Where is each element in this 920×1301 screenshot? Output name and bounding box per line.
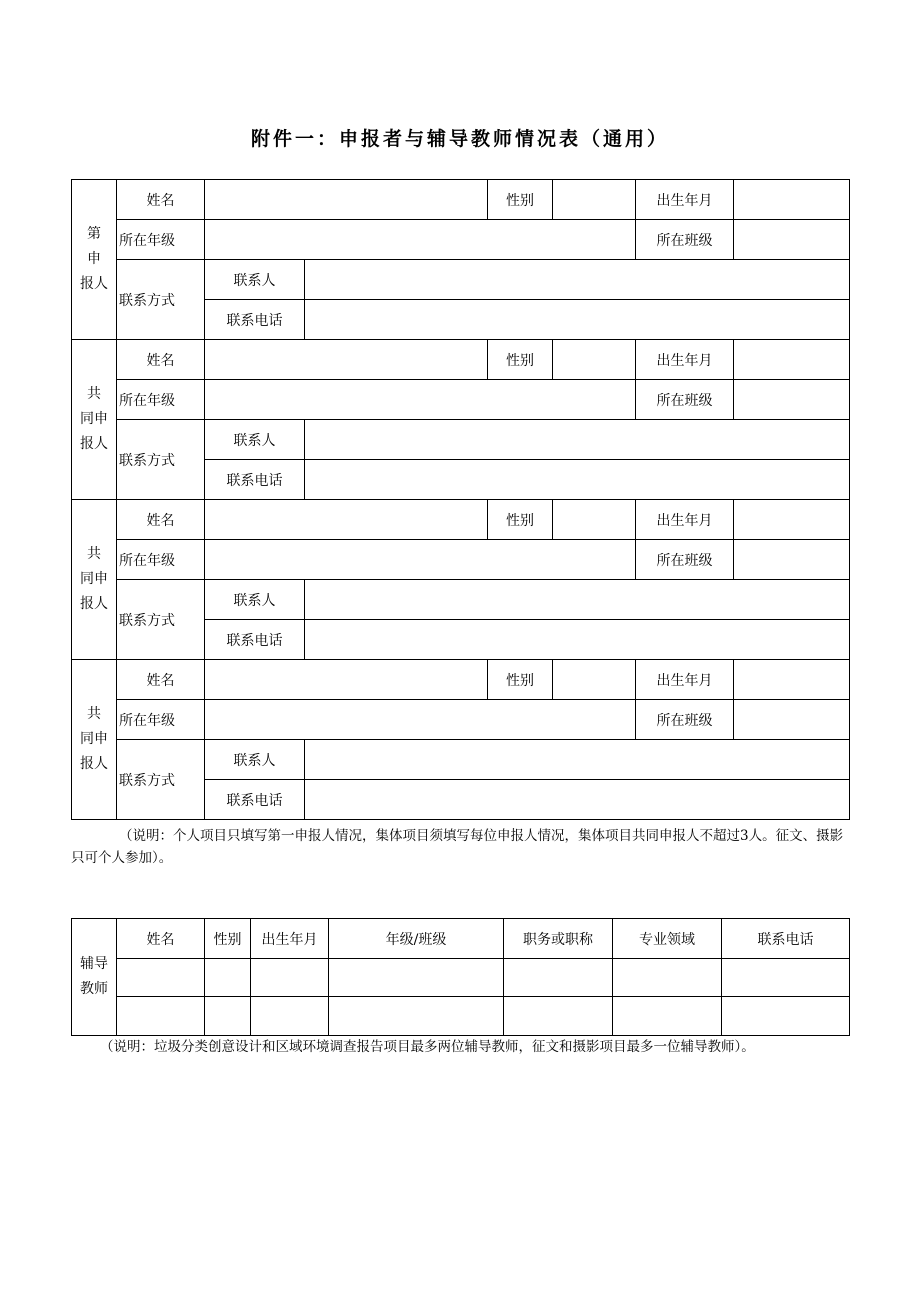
gender-label: 性别 [488,340,553,380]
applicant-note: （说明：个人项目只填写第一申报人情况，集体项目须填写每位申报人情况，集体项目共同申报人不超过3人。征文、摄影只可个人参加）。 [71,828,844,866]
applicant-row-contact-person [72,740,850,780]
name-label: 姓名 [117,500,205,540]
grade-label: 所在年级 [117,380,205,420]
contact-phone-label: 联系电话 [205,300,305,340]
tutor-grade-class-field[interactable] [329,997,504,1036]
gender-label: 性别 [488,660,553,700]
contact-phone-field[interactable] [305,300,850,340]
applicant-row-basic [72,340,850,380]
class-field[interactable] [734,700,850,740]
tutor-gender-field[interactable] [205,959,251,997]
gender-label: 性别 [488,500,553,540]
gender-label: 性别 [488,180,553,220]
tutor-name-field[interactable] [117,997,205,1036]
gender-field[interactable] [553,500,636,540]
name-field[interactable] [205,340,488,380]
birth-label: 出生年月 [636,660,734,700]
contact-person-field[interactable] [305,420,850,460]
grade-field[interactable] [205,540,636,580]
birth-label: 出生年月 [636,500,734,540]
contact-person-field[interactable] [305,260,850,300]
class-label: 所在班级 [636,220,734,260]
birth-field[interactable] [734,180,850,220]
birth-label: 出生年月 [636,180,734,220]
applicant-row-basic [72,660,850,700]
name-field[interactable] [205,180,488,220]
applicant-side-label: 共 同申 报人 [72,660,117,820]
tutor-header-row [72,919,850,959]
applicant-row-grade [72,380,850,420]
contact-phone-field[interactable] [305,620,850,660]
contact-person-label: 联系人 [205,420,305,460]
tutor-note: （说明：垃圾分类创意设计和区域环境调查报告项目最多两位辅导教师，征文和摄影项目最多一位辅导教师）。 [100,1039,755,1055]
grade-label: 所在年级 [117,700,205,740]
contact-method-label: 联系方式 [117,260,205,340]
applicant-row-contact-person [72,420,850,460]
contact-person-field[interactable] [305,740,850,780]
contact-person-label: 联系人 [205,580,305,620]
contact-phone-field[interactable] [305,780,850,820]
contact-person-label: 联系人 [205,260,305,300]
tutor-header-grade-class: 年级/班级 [329,919,504,959]
grade-label: 所在年级 [117,540,205,580]
tutor-row [72,959,850,997]
class-label: 所在班级 [636,380,734,420]
tutor-birth-field[interactable] [251,959,329,997]
tutor-header-title: 职务或职称 [504,919,613,959]
contact-method-label: 联系方式 [117,580,205,660]
class-label: 所在班级 [636,700,734,740]
grade-field[interactable] [205,380,636,420]
applicant-table [71,179,850,820]
name-field[interactable] [205,660,488,700]
grade-field[interactable] [205,220,636,260]
tutor-header-birth: 出生年月 [251,919,329,959]
name-label: 姓名 [117,180,205,220]
birth-field[interactable] [734,660,850,700]
name-label: 姓名 [117,660,205,700]
name-field[interactable] [205,500,488,540]
grade-label: 所在年级 [117,220,205,260]
tutor-field-field[interactable] [613,997,722,1036]
tutor-birth-field[interactable] [251,997,329,1036]
contact-phone-label: 联系电话 [205,620,305,660]
gender-field[interactable] [553,180,636,220]
tutor-table [71,918,850,1036]
tutor-grade-class-field[interactable] [329,959,504,997]
contact-person-label: 联系人 [205,740,305,780]
tutor-header-gender: 性别 [205,919,251,959]
class-field[interactable] [734,220,850,260]
gender-field[interactable] [553,340,636,380]
tutor-name-field[interactable] [117,959,205,997]
contact-phone-label: 联系电话 [205,780,305,820]
class-field[interactable] [734,540,850,580]
tutor-field-field[interactable] [613,959,722,997]
applicant-side-label: 第 申 报人 [72,180,117,340]
applicant-row-grade [72,220,850,260]
grade-field[interactable] [205,700,636,740]
applicant-row-grade [72,700,850,740]
contact-phone-field[interactable] [305,460,850,500]
tutor-side-label: 辅导 教师 [72,919,117,1036]
applicant-row-basic [72,500,850,540]
applicant-row-contact-person [72,260,850,300]
contact-method-label: 联系方式 [117,740,205,820]
tutor-phone-field[interactable] [722,997,850,1036]
page-title: 附件一：申报者与辅导教师情况表（通用） [250,128,669,150]
applicant-row-grade [72,540,850,580]
applicant-side-label: 共 同申 报人 [72,500,117,660]
gender-field[interactable] [553,660,636,700]
name-label: 姓名 [117,340,205,380]
tutor-title-field[interactable] [504,959,613,997]
contact-phone-label: 联系电话 [205,460,305,500]
tutor-title-field[interactable] [504,997,613,1036]
birth-field[interactable] [734,500,850,540]
contact-person-field[interactable] [305,580,850,620]
contact-method-label: 联系方式 [117,420,205,500]
tutor-gender-field[interactable] [205,997,251,1036]
tutor-header-phone: 联系电话 [722,919,850,959]
tutor-row [72,997,850,1036]
tutor-header-name: 姓名 [117,919,205,959]
tutor-phone-field[interactable] [722,959,850,997]
birth-label: 出生年月 [636,340,734,380]
tutor-header-field: 专业领域 [613,919,722,959]
applicant-row-basic [72,180,850,220]
applicant-side-label: 共 同申 报人 [72,340,117,500]
birth-field[interactable] [734,340,850,380]
class-field[interactable] [734,380,850,420]
class-label: 所在班级 [636,540,734,580]
applicant-row-contact-person [72,580,850,620]
